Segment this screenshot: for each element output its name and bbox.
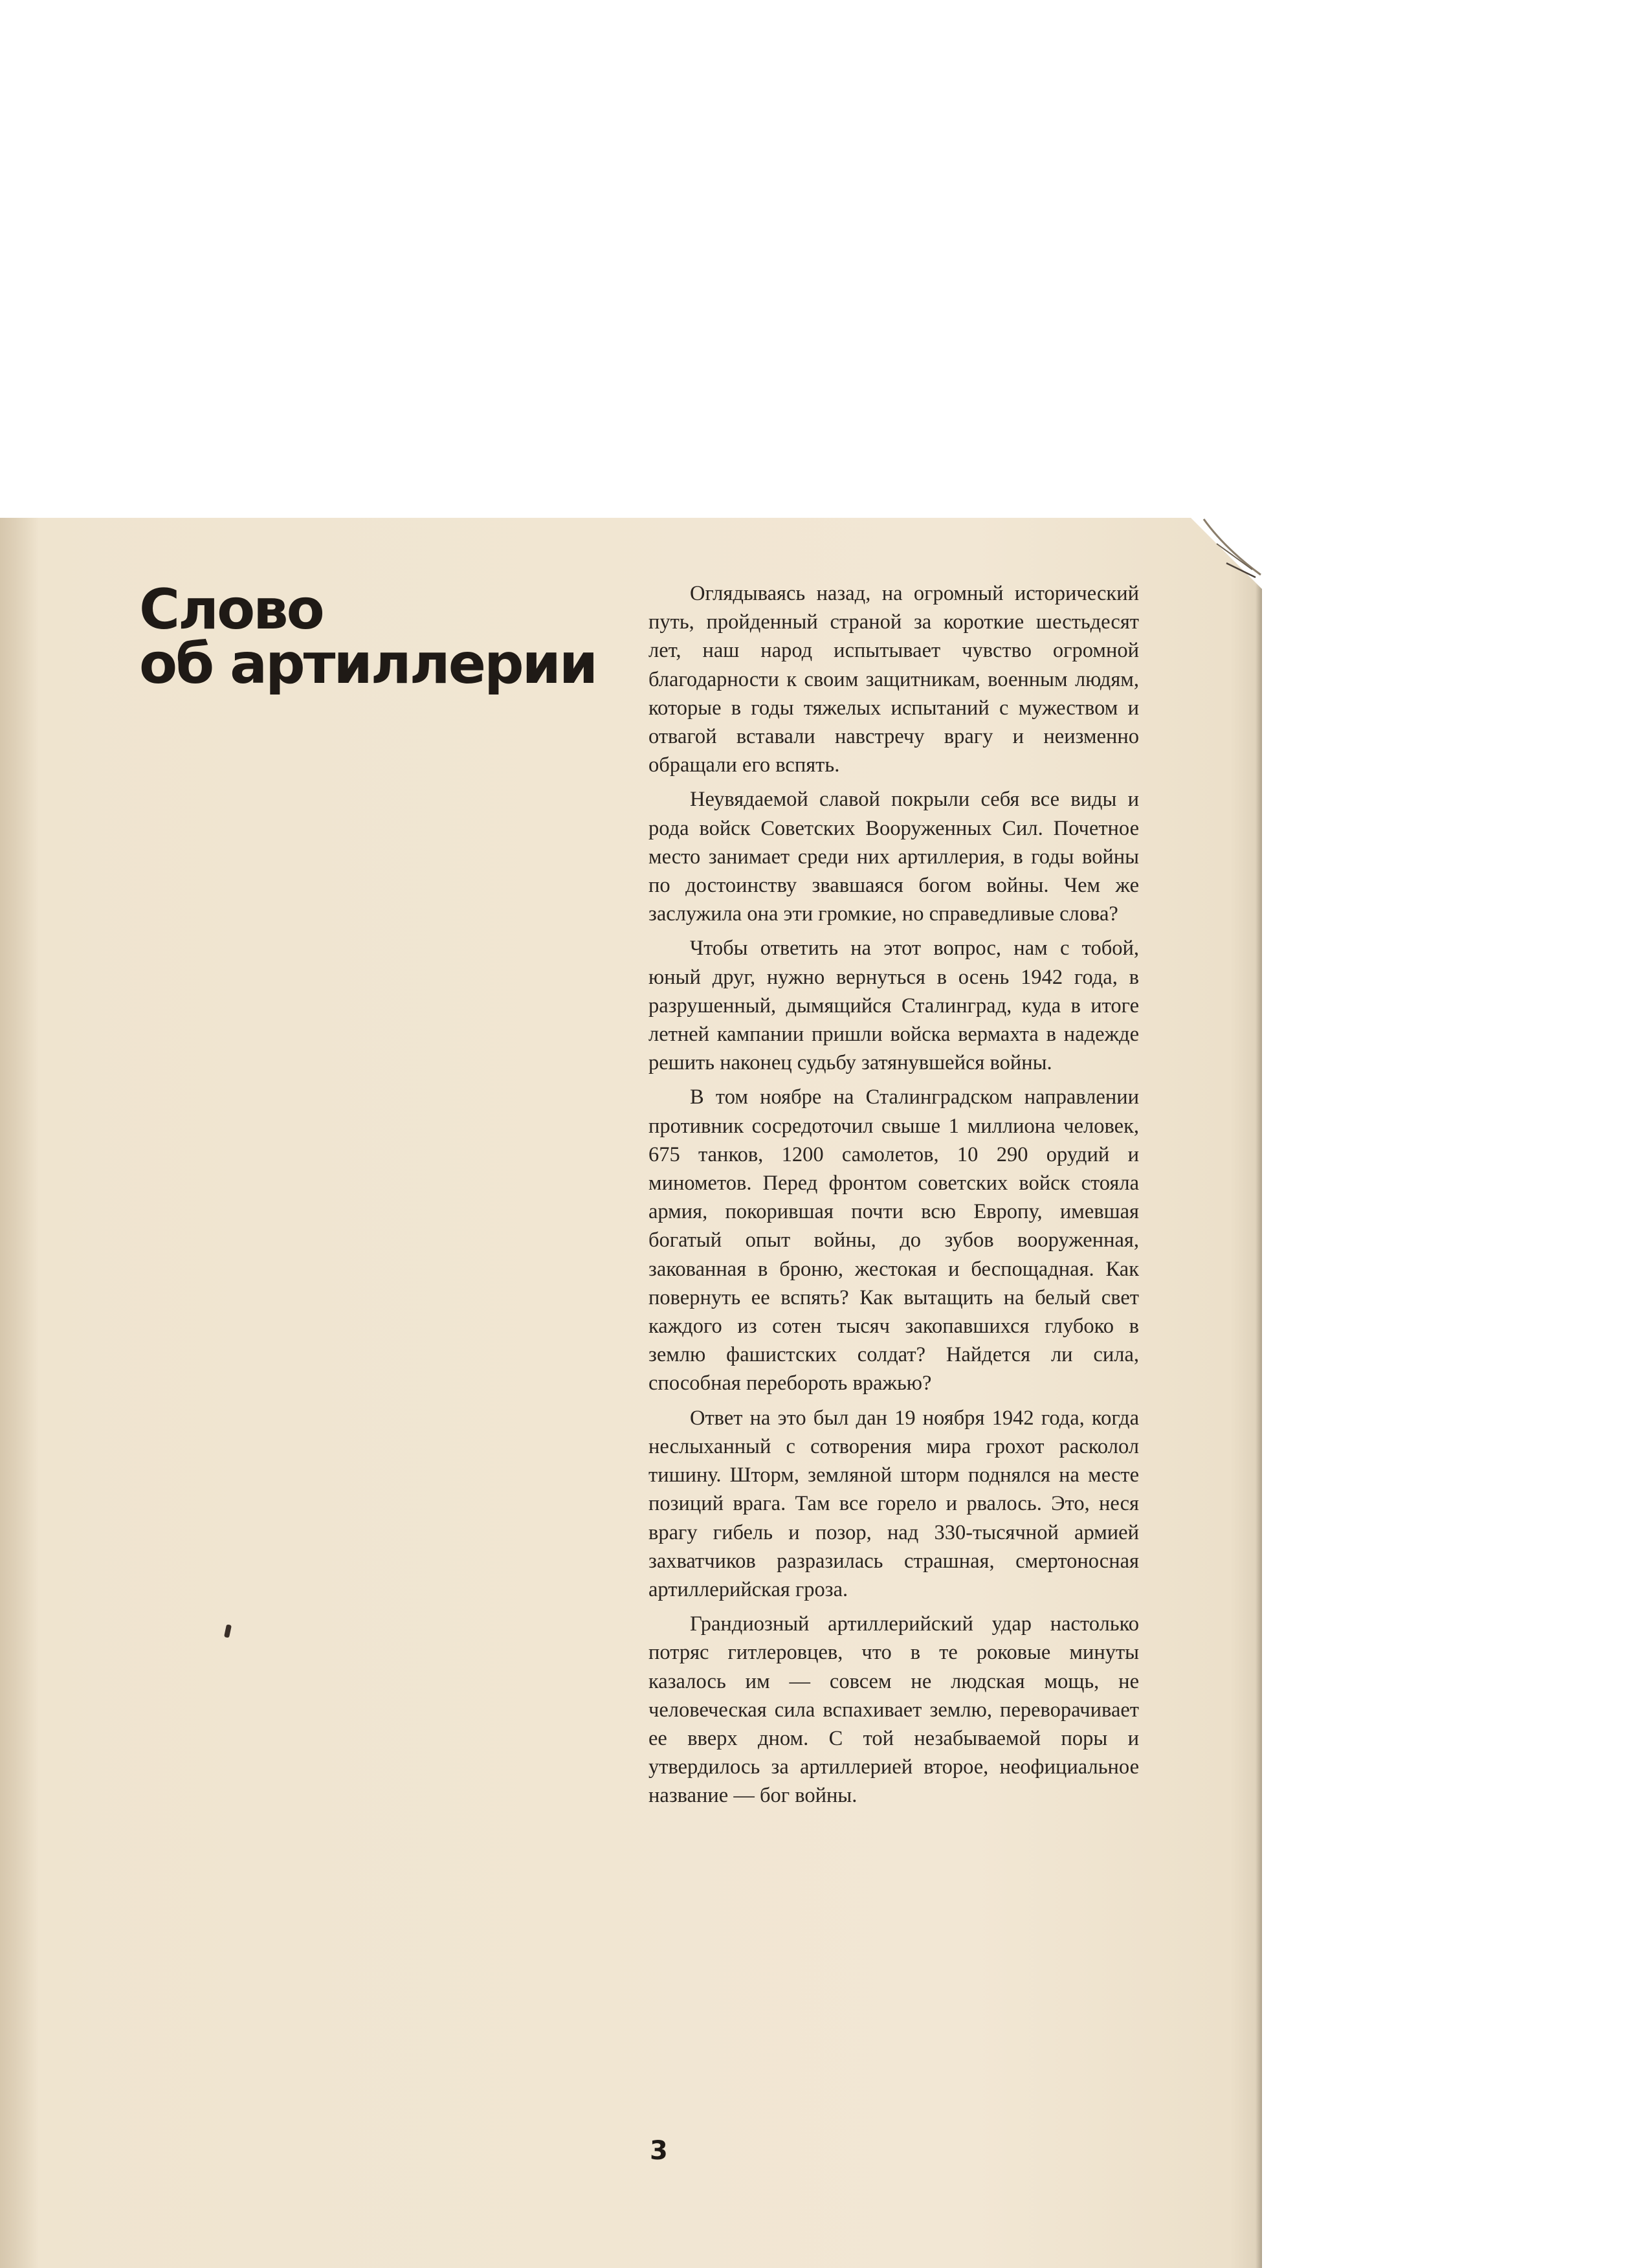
paragraph: Чтобы ответить на этот вопрос, нам с тобой, юный друг, нужно вернуться в осень 1942 года, в разрушенный, дымящийся Сталинград, куда в итоге летней кампании пришли войска вермахта в надежде решить наконец судьбу затянувшейся войны.: [648, 937, 1139, 1075]
paragraph: Ответ на это был дан 19 ноября 1942 года, когда неслыханный с сотворения мира грохот расколол тишину. Шторм, земляной шторм поднялся на месте позиций врага. Там все горело и рвалось. Это, неся врагу гибель и позор, над 330-тысячной армией захватчиков разразилась страшная, смертоносная артиллерийская гроза.: [648, 1406, 1139, 1601]
page-right-edge: [1256, 518, 1262, 2268]
torn-corner-icon: [1191, 518, 1262, 589]
book-page: [0, 518, 1262, 2268]
paragraph: Неувядаемой славой покрыли себя все виды и рода войск Советских Вооруженных Сил. Почетное место занимает среди них артиллерия, в годы войны по достоинству звавшаяся богом войны. Чем же заслужила она эти громкие, но справедливые слова?: [648, 788, 1139, 926]
title-line-1: Слово: [139, 577, 323, 642]
paragraph: Оглядываясь назад, на огромный исторический путь, пройденный страной за короткие шестьдесят лет, наш народ испытывает чувство огромной благодарности к своим защитникам, военным людям, которые в годы тяжелых испытаний с мужеством и отвагой вставали навстречу врагу и неизменно обращали его вспять.: [648, 582, 1139, 777]
ink-speck: [224, 1624, 232, 1638]
title-line-2: об артиллерии: [139, 632, 597, 696]
article-title: [139, 577, 597, 696]
paragraph: В том ноябре на Сталинградском направлении противник сосредоточил свыше 1 миллиона человек, 675 танков, 1200 самолетов, 10 290 орудий и минометов. Перед фронтом советских войск стояла армия, покорившая почти всю Европу, имевшая богатый опыт войны, до зубов вооруженная, закованная в броню, жестокая и беспощадная. Как повернуть ее вспять? Как вытащить на белый свет каждого из сотен тысяч закопавшихся глубоко в землю фашистских солдат? Найдется ли сила, способная перебороть вражью?: [648, 1085, 1139, 1395]
page-gutter-shadow: [0, 518, 39, 2268]
paragraph: Грандиозный артиллерийский удар настолько потряс гитлеровцев, что в те роковые минуты казалось им — совсем не людская мощь, не человеческая сила вспахивает землю, переворачивает ее вверх дном. С той незабываемой поры и утвердилось за артиллерией второе, неофициальное название — бог войны.: [648, 1612, 1139, 1808]
article-body: [648, 579, 1139, 1816]
page-number: 3: [650, 2136, 668, 2166]
